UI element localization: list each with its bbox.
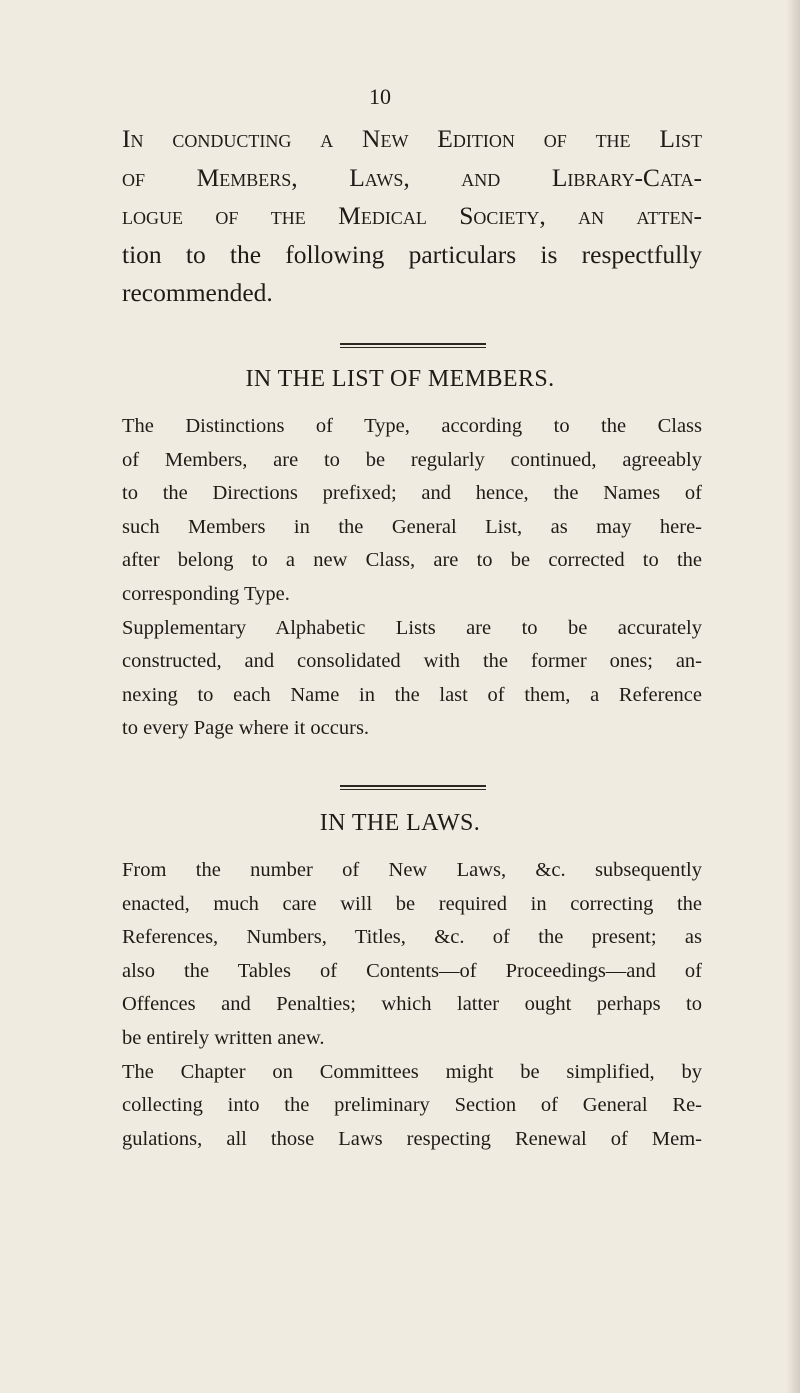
laws-section-text — [122, 854, 702, 1156]
section-heading-laws: IN THE LAWS. — [319, 810, 481, 836]
text-line: gulations, all those Laws respecting Renewal of Mem- — [122, 1127, 702, 1150]
text-line: of Members, are to be regularly continued, agreeably — [122, 448, 702, 471]
text-line: to the Directions prefixed; and hence, the Names of — [122, 482, 702, 505]
section-divider — [340, 785, 486, 790]
text-line: be entirely written anew. — [122, 1026, 325, 1049]
text-line: Offences and Penalties; which latter ought perhaps to — [122, 993, 702, 1016]
text-line: such Members in the General List, as may here- — [122, 515, 702, 538]
text-line: also the Tables of Contents—of Proceedings—and of — [122, 959, 702, 982]
section-heading-members: IN THE LIST OF MEMBERS. — [245, 366, 555, 392]
text-line: collecting into the preliminary Section of General Re- — [122, 1094, 702, 1117]
text-line: constructed, and consolidated with the former ones; an- — [122, 650, 702, 673]
text-line: nexing to each Name in the last of them, a Reference — [122, 683, 702, 706]
text-line: enacted, much care will be required in correcting the — [122, 892, 702, 915]
text-line: The Distinctions of Type, according to the Class — [122, 415, 702, 437]
text-line: logue of the Medical Society, an atten- — [122, 201, 702, 230]
text-line: The Chapter on Committees might be simplified, by — [122, 1060, 702, 1083]
text-line: corresponding Type. — [122, 582, 290, 605]
text-line: References, Numbers, Titles, &c. of the present; as — [122, 926, 702, 949]
members-section-text — [122, 410, 702, 746]
intro-paragraph — [122, 120, 702, 313]
text-line: tion to the following particulars is respectfully — [122, 239, 702, 269]
text-line: In conducting a New Edition of the List — [122, 124, 702, 153]
text-line: Supplementary Alphabetic Lists are to be accurately — [122, 616, 702, 639]
page-edge-shadow — [786, 0, 800, 1393]
section-divider — [340, 343, 486, 348]
text-line: of Members, Laws, and Library-Cata- — [122, 162, 702, 192]
text-line: to every Page where it occurs. — [122, 717, 370, 740]
text-line: From the number of New Laws, &c. subsequently — [122, 859, 702, 881]
text-line: after belong to a new Class, are to be corrected to the — [122, 549, 702, 572]
page-number: 10 — [369, 84, 391, 109]
text-line: recommended. — [122, 278, 273, 307]
